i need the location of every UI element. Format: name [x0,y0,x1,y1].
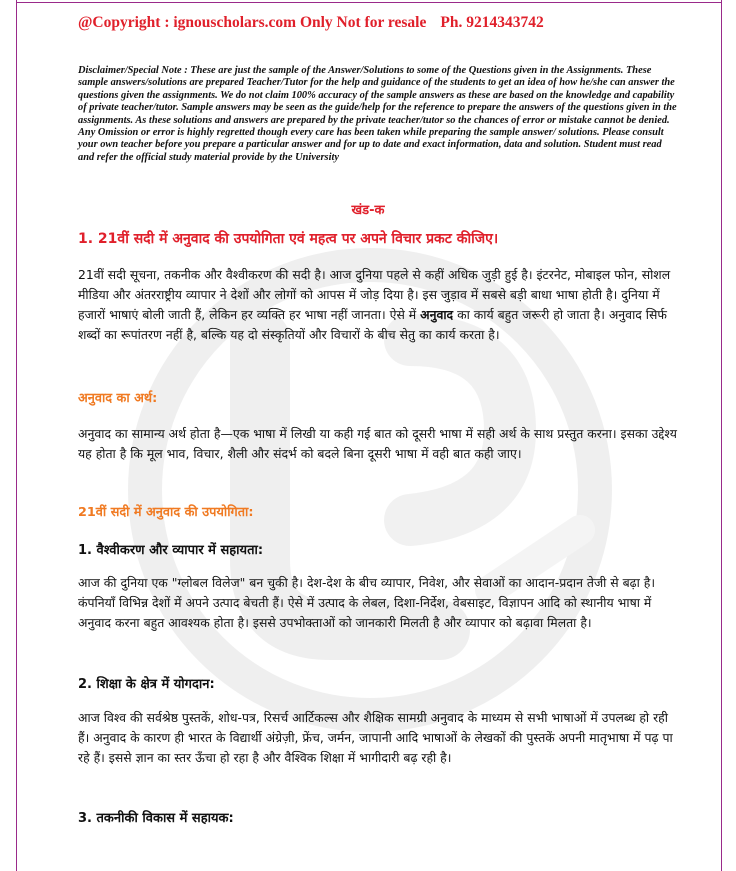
intro-text-2: का कार्य बहुत जरूरी हो जाता है। अनुवाद सिर्फ शब्दों का रूपांतरण नहीं है, बल्कि यह दो संस्कृतियों और विचारों के बीच सेतु का कार्य करता है। [78,307,667,342]
intro-paragraph [78,265,682,345]
point-1-title: 1. वैश्वीकरण और व्यापार में सहायता: [78,543,264,558]
copyright-text: @Copyright : ignouscholars.com Only Not for resale [78,14,427,31]
point-1-paragraph: आज की दुनिया एक "ग्लोबल विलेज" बन चुकी है। देश-देश के बीच व्यापार, निवेश, और सेवाओं का आदान-प्रदान तेजी से बढ़ा है। कंपनियाँ विभिन्न देशों में अपने उत्पाद बेचती हैं। ऐसे में उत्पाद के लेबल, दिशा-निर्देश, वेबसाइट, विज्ञापन आदि को स्थानीय भाषा में अनुवाद करना बहुत आवश्यक होता है। इससे उपभोक्ताओं को जानकारी मिलती है और व्यापार को बढ़ावा मिलता है। [78,575,656,630]
utility-heading: 21वीं सदी में अनुवाद की उपयोगिता: [78,505,254,520]
point-2-title: 2. शिक्षा के क्षेत्र में योगदान: [78,677,215,692]
point-2-paragraph: आज विश्व की सर्वश्रेष्ठ पुस्तकें, शोध-पत्र, रिसर्च आर्टिकल्स और शैक्षिक सामग्री अनुवाद के माध्यम से सभी भाषाओं में उपलब्ध हो रही हैं। अनुवाद के कारण ही भारत के विद्यार्थी अंग्रेज़ी, फ्रेंच, जर्मन, जापानी आदि भाषाओं के लेखकों की पुस्तकें अपनी मातृभाषा में पढ़ पा रहे हैं। इससे ज्ञान का स्तर ऊँचा हो रहा है और वैश्विक शिक्षा में भागीदारी बढ़ रही है। [78,710,673,765]
point-3-title: 3. तकनीकी विकास में सहायक: [78,811,234,826]
meaning-heading: अनुवाद का अर्थ: [78,391,158,406]
question-title: 1. 21वीं सदी में अनुवाद की उपयोगिता एवं महत्व पर अपने विचार प्रकट कीजिए। [78,231,499,247]
disclaimer-note: Disclaimer/Special Note : These are just the sample of the Answer/Solutions to some of the Questions given in the Assignments. These sample answers/solutions are prepared Teacher/Tutor for the help and guidance of the students to get an idea of how he/she can answer the questions given the assignments. We do not claim 100% accuracy of the sample answers as these are based on the knowledge and capability of private teacher/tutor. Sample answers may be seen as the guide/help for the reference to prepare the answers of the questions given in the assignments. As these solutions and answers are prepared by the private teacher/tutor so the chances of error or mistake cannot be denied. Any Omission or error is highly regretted though every care has been taken while preparing the sample answer/ solutions. Please consult your own teacher before you prepare a particular answer and for up to date and exact information, data and solution. Student must read and refer the official study material provide by the University [78,65,677,163]
section-heading: खंड-क [351,203,385,218]
intro-text-1: 21वीं सदी सूचना, तकनीक और वैश्वीकरण की सदी है। आज दुनिया पहले से कहीं अधिक जुड़ी हुई है। इंटरनेट, मोबाइल फोन, सोशल मीडिया और अंतरराष्ट्रीय व्यापार ने देशों और लोगों को आपस में जोड़ दिया है। इस जुड़ाव में सबसे बड़ी बाधा भाषा होती है। दुनिया में हजारों भाषाएं बोली जाती हैं, लेकिन हर व्यक्ति हर भाषा नहीं जानता। ऐसे में [78,267,671,322]
page-border-left [16,0,17,871]
intro-bold-word: अनुवाद [420,307,454,322]
meaning-paragraph: अनुवाद का सामान्य अर्थ होता है—एक भाषा में लिखी या कही गई बात को दूसरी भाषा में सही अर्थ के साथ प्रस्तुत करना। इसका उद्देश्य यह होता है कि मूल भाव, विचार, शैली और संदर्भ को बदले बिना दूसरी भाषा में वही बात कही जाए। [78,426,677,461]
page-border-right [721,0,722,871]
page-border-top [16,2,722,3]
copyright-header [78,14,544,32]
phone-number: Ph. 9214343742 [440,14,544,31]
